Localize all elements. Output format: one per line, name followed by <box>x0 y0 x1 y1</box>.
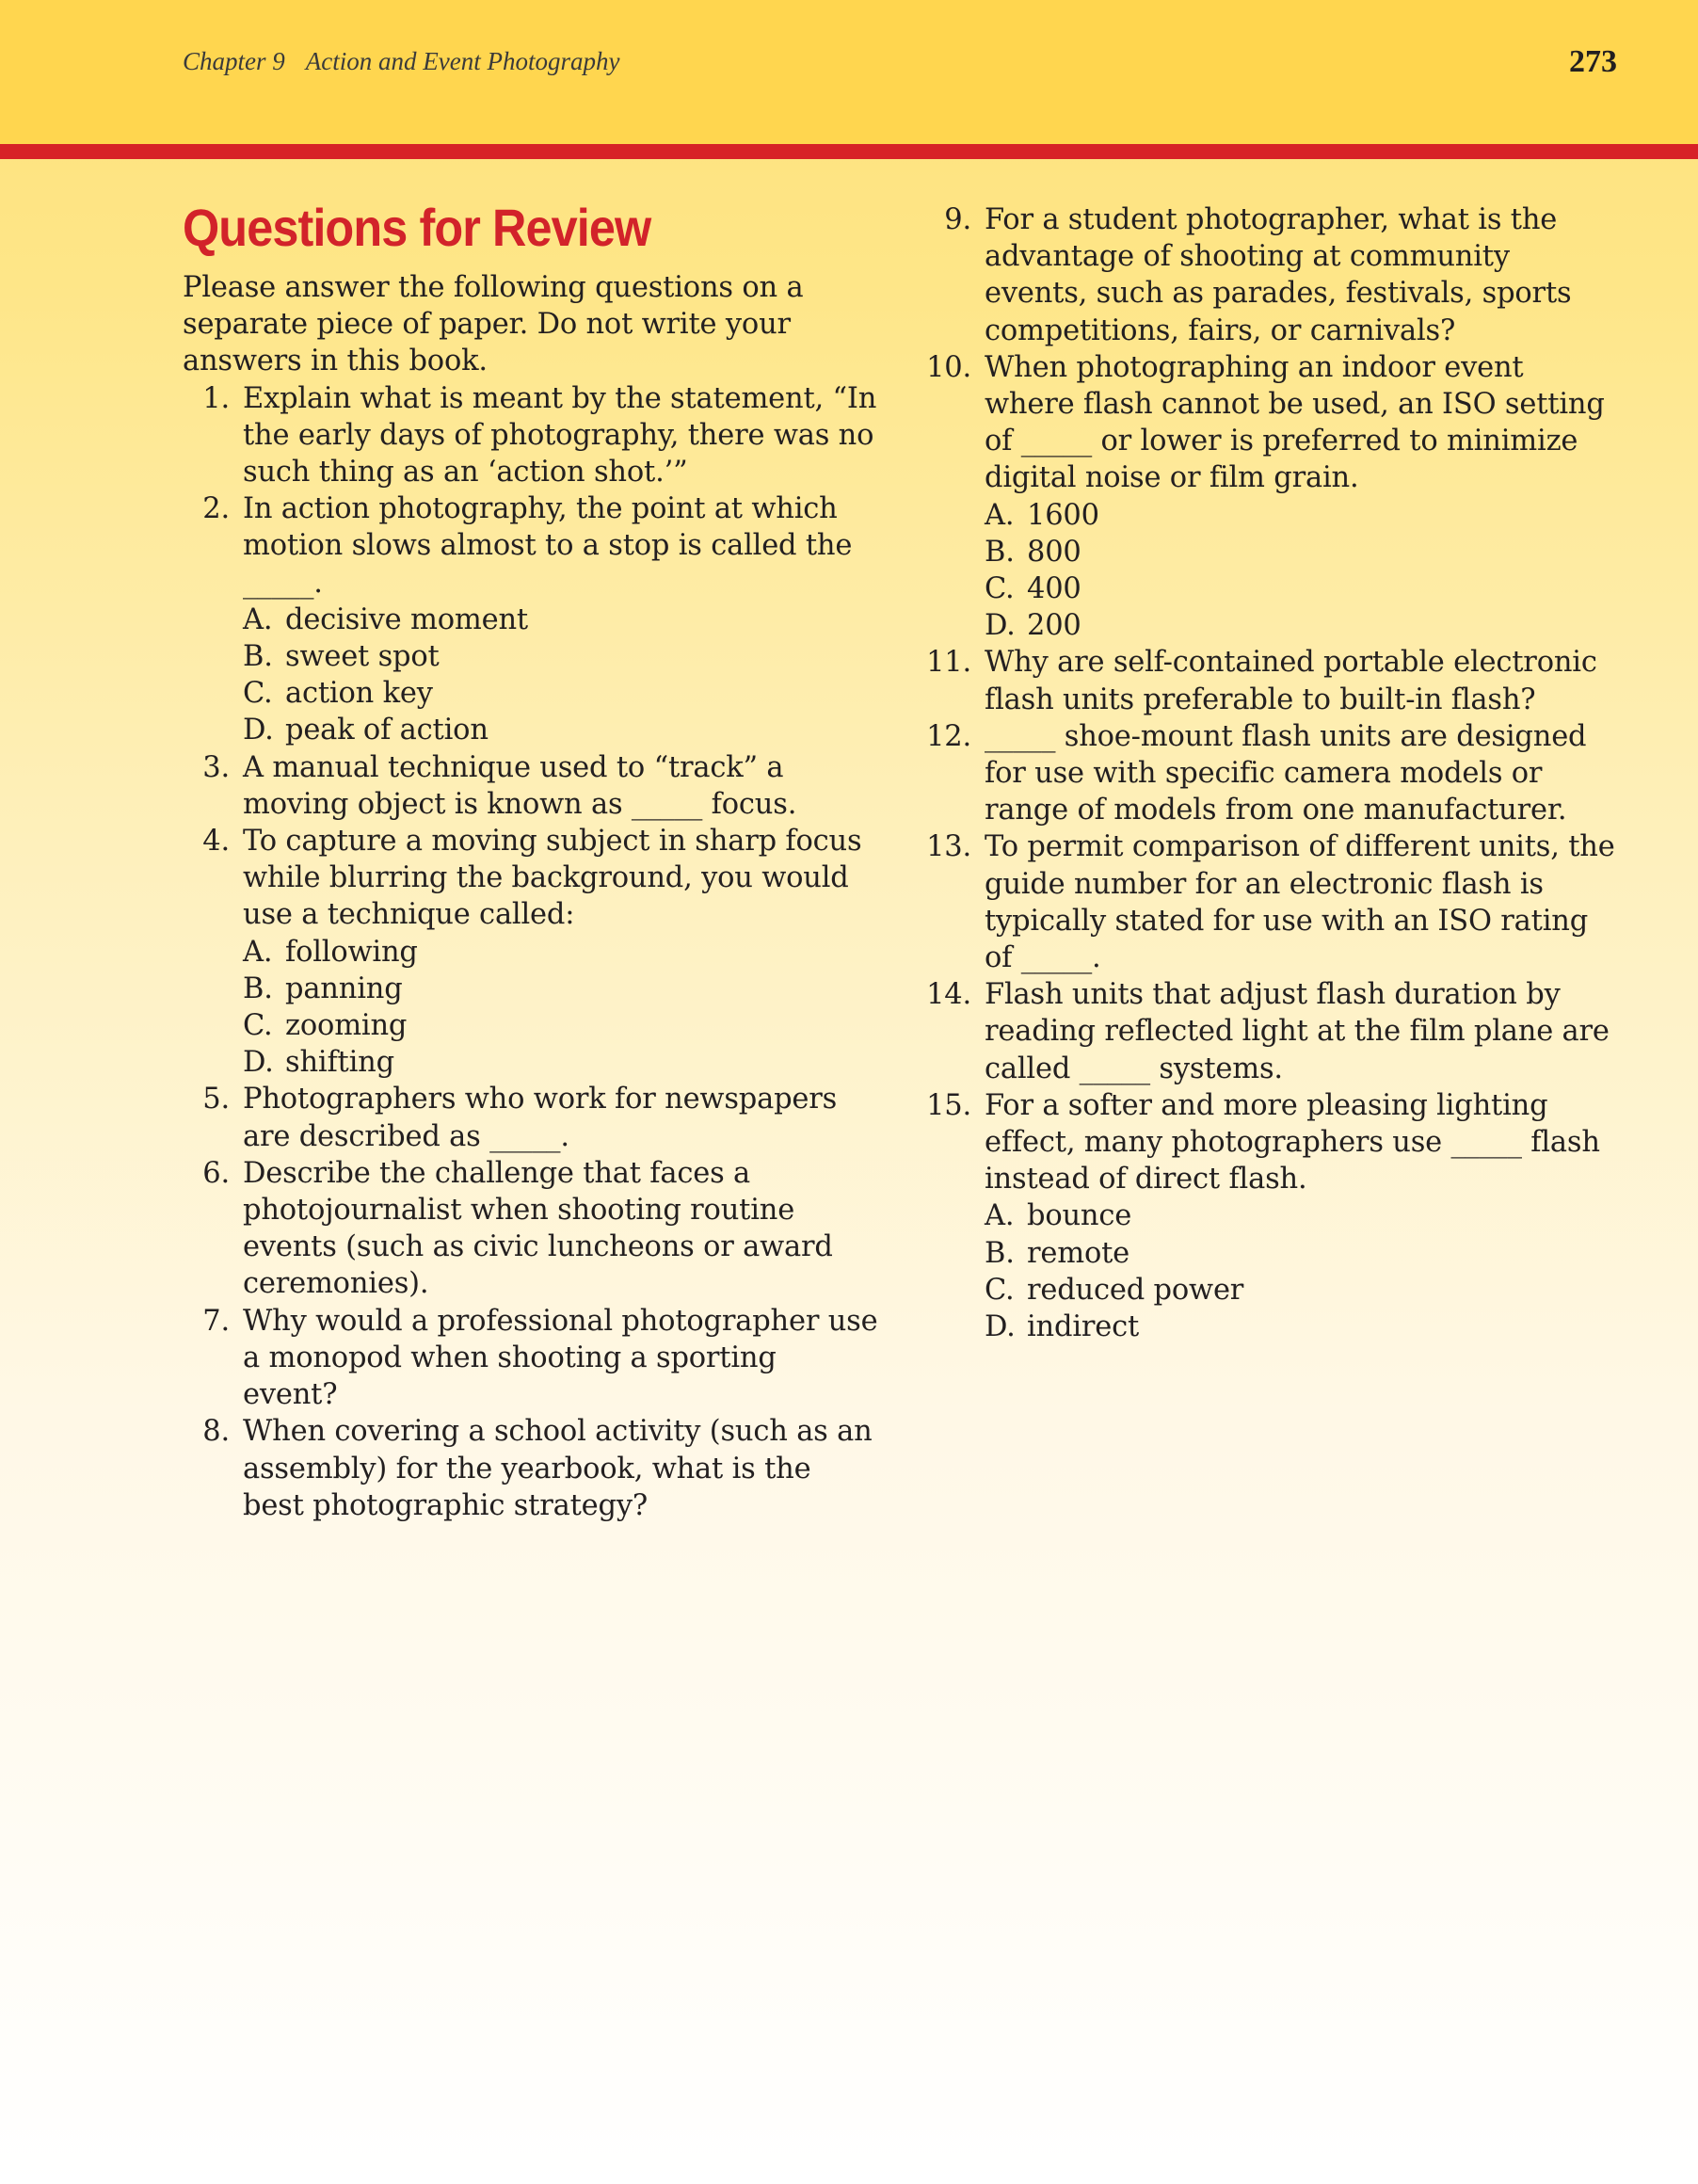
answer-option <box>924 570 1621 607</box>
option-letter: D. <box>985 609 1016 643</box>
answer-option <box>924 1235 1621 1272</box>
answer-option <box>183 712 879 748</box>
question-item <box>924 718 1621 829</box>
question-item <box>183 1413 879 1524</box>
question-item <box>924 349 1621 497</box>
question-text: Describe the challenge that faces a photojournalist when shooting routine events (such as civic luncheons or award ceremonies). <box>243 1156 833 1301</box>
option-letter: A. <box>243 602 273 636</box>
question-item <box>183 380 879 491</box>
header-rule <box>0 144 1698 159</box>
option-text: peak of action <box>285 714 489 747</box>
option-text: indirect <box>1027 1310 1140 1344</box>
option-text: sweet spot <box>285 640 440 674</box>
right-column <box>924 201 1621 1345</box>
question-number: 4. <box>202 825 230 859</box>
question-text: _____ shoe-mount flash units are designed for use with specific camera models or range of models from one manufacturer. <box>985 719 1587 827</box>
question-item <box>183 1081 879 1154</box>
answer-option <box>183 1007 879 1044</box>
question-item <box>924 644 1621 717</box>
question-number: 2. <box>202 492 230 526</box>
option-letter: C. <box>985 572 1015 606</box>
running-head <box>183 47 619 76</box>
answer-option <box>183 934 879 971</box>
answer-option <box>183 971 879 1007</box>
answer-option <box>924 1272 1621 1309</box>
question-text: When covering a school activity (such as an assembly) for the yearbook, what is the best photographic strategy? <box>243 1415 873 1522</box>
question-number: 5. <box>202 1083 230 1116</box>
answer-option <box>183 638 879 675</box>
question-text: For a softer and more pleasing lighting effect, many photographers use _____ flash instead of direct flash. <box>985 1088 1600 1196</box>
question-text: When photographing an indoor event where flash cannot be used, an ISO setting of _____ or lower is preferred to minimize digital noise or film grain. <box>985 350 1605 495</box>
option-letter: D. <box>243 714 274 747</box>
answer-option <box>924 607 1621 644</box>
question-number: 1. <box>202 381 230 415</box>
option-text: 800 <box>1027 535 1081 569</box>
option-letter: D. <box>985 1310 1016 1344</box>
question-item <box>183 749 879 823</box>
option-letter: B. <box>243 640 273 674</box>
question-number: 9. <box>944 203 971 236</box>
answer-option <box>924 534 1621 570</box>
question-number: 8. <box>202 1415 230 1449</box>
option-letter: C. <box>243 677 273 711</box>
question-number: 10. <box>926 350 971 384</box>
option-text: reduced power <box>1027 1273 1244 1307</box>
option-text: panning <box>285 972 403 1005</box>
answer-option <box>924 1197 1621 1234</box>
question-number: 6. <box>202 1156 230 1190</box>
intro-text: Please answer the following questions on a separate piece of paper. Do not write your answers in this book. <box>183 271 804 378</box>
question-number: 12. <box>926 719 971 753</box>
left-column <box>183 198 879 1524</box>
answer-option <box>183 602 879 638</box>
option-letter: B. <box>985 535 1015 569</box>
option-letter: A. <box>985 498 1015 532</box>
option-text: decisive moment <box>285 602 528 636</box>
option-letter: A. <box>243 935 273 969</box>
option-text: bounce <box>1027 1199 1132 1233</box>
option-letter: C. <box>985 1273 1015 1307</box>
question-list-right <box>924 201 1621 1345</box>
chapter-title: Action and Event Photography <box>305 47 620 75</box>
option-letter: B. <box>243 972 273 1005</box>
option-text: remote <box>1027 1236 1130 1270</box>
question-list-left <box>183 380 879 1524</box>
option-text: zooming <box>285 1009 408 1043</box>
question-item <box>924 201 1621 349</box>
question-text: To capture a moving subject in sharp focus while blurring the background, you would use a technique called: <box>243 825 862 932</box>
question-item <box>924 1087 1621 1198</box>
question-item <box>924 976 1621 1087</box>
question-number: 7. <box>202 1304 230 1338</box>
option-text: 1600 <box>1027 498 1099 532</box>
option-letter: D. <box>243 1046 274 1080</box>
answer-option <box>924 1309 1621 1345</box>
question-text: Why are self-contained portable electronic flash units preferable to built-in flash? <box>985 646 1597 716</box>
option-text: 200 <box>1027 609 1081 643</box>
question-text: Flash units that adjust flash duration by reading reflected light at the film plane are called _____ systems. <box>985 978 1610 1085</box>
answer-option <box>183 675 879 712</box>
question-number: 14. <box>926 978 971 1012</box>
question-number: 3. <box>202 750 230 784</box>
question-text: Photographers who work for newspapers are described as _____. <box>243 1083 838 1153</box>
option-letter: B. <box>985 1236 1015 1270</box>
question-item <box>183 490 879 602</box>
question-text: To permit comparison of different units, the guide number for an electronic flash is typically stated for use with an ISO rating of _____. <box>985 830 1615 975</box>
option-letter: C. <box>243 1009 273 1043</box>
answer-option <box>924 497 1621 534</box>
option-text: action key <box>285 677 433 711</box>
page-number: 273 <box>1569 44 1617 79</box>
chapter-label: Chapter 9 <box>183 47 285 75</box>
option-text: following <box>285 935 418 969</box>
question-item <box>183 823 879 934</box>
option-text: shifting <box>285 1046 394 1080</box>
question-number: 13. <box>926 830 971 864</box>
question-text: A manual technique used to “track” a moving object is known as _____ focus. <box>243 750 797 821</box>
question-item <box>183 1155 879 1303</box>
question-number: 15. <box>926 1088 971 1122</box>
option-letter: A. <box>985 1199 1015 1233</box>
section-title: Questions for Review <box>183 198 651 257</box>
question-item <box>924 828 1621 976</box>
question-item <box>183 1303 879 1414</box>
question-number: 11. <box>926 646 971 680</box>
question-text: For a student photographer, what is the advantage of shooting at community events, such as parades, festivals, sports competitions, fairs, or carnivals? <box>985 203 1572 347</box>
answer-option <box>183 1044 879 1081</box>
question-text: Explain what is meant by the statement, “In the early days of photography, there was no such thing as an ‘action shot.’” <box>243 381 877 490</box>
question-text: Why would a professional photographer use a monopod when shooting a sporting event? <box>243 1304 878 1412</box>
option-text: 400 <box>1027 572 1081 606</box>
question-text: In action photography, the point at which motion slows almost to a stop is called the _____. <box>243 492 853 600</box>
